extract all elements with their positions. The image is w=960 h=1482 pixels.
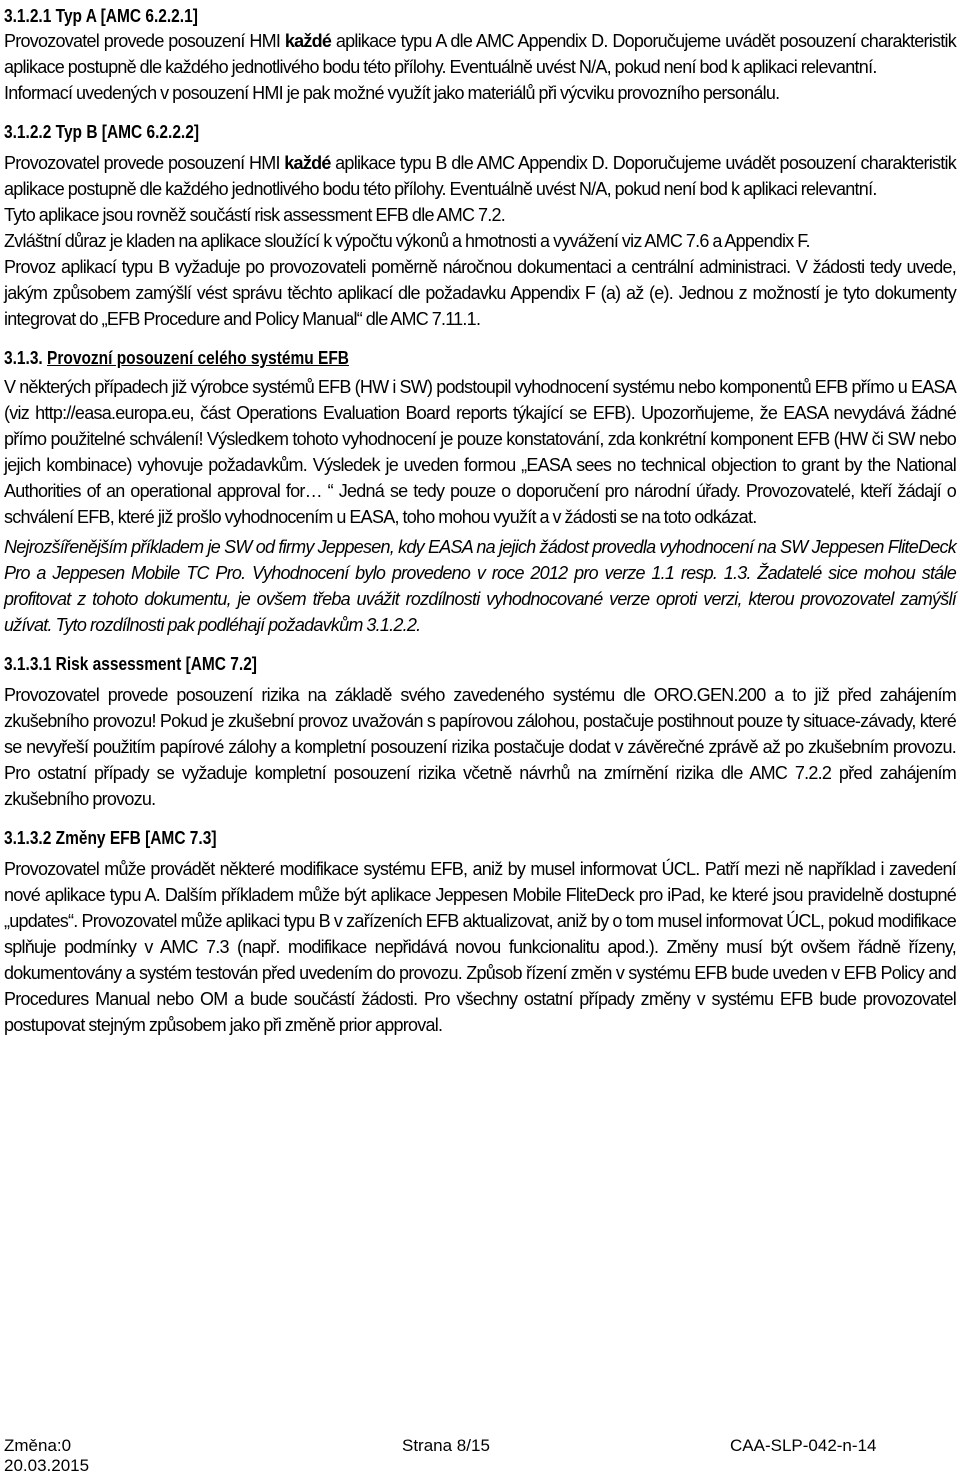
paragraph-text: Provozovatel provede posouzení HMI — [4, 153, 285, 173]
section-typ-b — [4, 120, 956, 332]
footer-page-number: Strana 8/15 — [402, 1436, 490, 1455]
section-heading — [4, 346, 823, 370]
footer-date: 20.03.2015 — [4, 1456, 90, 1475]
paragraph: V některých případech již výrobce systémů EFB (HW i SW) podstoupil vyhodnocení systému nebo komponentů EFB přímo u EASA (viz http://easa.europa.eu, část Operations Evaluation Board reports týkající se EFB). Upozorňujeme, že EASA nevydává žádné přímo použitelné schválení! Výsledkem tohoto vyhodnocení je pouze konstatování, zda konkrétní komponent EFB (HW či SW nebo jejich kombinace) vyhovuje požadavkům. Výsledek je uveden formou „EASA sees no technical objection to grant by the National Authorities of an operational approval for… “ Jedná se tedy pouze o doporučení pro národní úřady. Provozovatelé, kteří žádají o schválení EFB, které již prošlo vyhodnocením u EASA, toho mohou využít a v žádosti se na toto odkázat. — [4, 377, 956, 527]
paragraph: Informací uvedených v posouzení HMI je pak možné využít jako materiálů při výcviku provozního personálu. — [4, 83, 780, 103]
heading-title: Provozní posouzení celého systému EFB — [47, 348, 349, 368]
paragraph-text: Provozovatel provede posouzení HMI — [4, 31, 285, 51]
document-page — [4, 0, 956, 1482]
section-typ-a — [4, 4, 956, 106]
section-provozni-posouzeni — [4, 346, 956, 638]
section-heading: 3.1.2.1 Typ A [AMC 6.2.2.1] — [4, 6, 198, 26]
section-heading: 3.1.2.2 Typ B [AMC 6.2.2.2] — [4, 122, 200, 142]
paragraph-text: aplikace typu A dle AMC Appendix D. Doporučujeme uvádět posouzení charakteristik aplikace postupně dle každého jednotlivého bodu této přílohy. Eventuálně uvést N/A, pokud není bod k aplikaci relevantní. — [4, 31, 956, 77]
paragraph: Provoz aplikací typu B vyžaduje po provozovateli poměrně náročnou dokumentaci a centrální administraci. V žádosti tedy uvede, jakým způsobem zamýšlí vést správu těchto aplikací dle požadavku Appendix F (a) až (e). Jednou z možností je tyto dokumenty integrovat do „EFB Procedure and Policy Manual“ dle AMC 7.11.1. — [4, 257, 956, 329]
section-risk-assessment — [4, 652, 956, 812]
paragraph: Provozovatel může provádět některé modifikace systému EFB, aniž by musel informovat ÚCL. Patří mezi ně například i zavedení nové aplikace typu A. Dalším příkladem může být aplikace Jeppesen Mobile FliteDeck pro iPad, ke které jsou pravidelně dostupné „updates“. Provozovatel může aplikaci typu B v zařízeních EFB aktualizovat, aniž by o tom musel informovat ÚCL, pokud modifikace splňuje podmínky v AMC 7.3 (např. modifikace nepřidává novou funkcionalitu apod.). Změny musí být ovšem řádně řízeny, dokumentovány a systém testován před uvedením do provozu. Způsob řízení změn v systému EFB bude uveden v EFB Policy and Procedures Manual nebo OM a bude součástí žádosti. Pro všechny ostatní případy změny v systému EFB bude provozovatel postupovat stejným způsobem jako při změně prior approval. — [4, 859, 956, 1035]
emphasis-text: každé — [284, 31, 332, 51]
paragraph: Zvláštní důraz je kladen na aplikace sloužící k výpočtu výkonů a hmotnosti a vyvážení viz AMC 7.6 a Appendix F. — [4, 231, 810, 251]
page-footer — [4, 1436, 909, 1482]
footer-change: Změna:0 — [4, 1436, 72, 1455]
section-heading: 3.1.3.1 Risk assessment [AMC 7.2] — [4, 654, 257, 674]
heading-number: 3.1.3. — [4, 348, 48, 368]
footer-doc-id: CAA-SLP-042-n-14 — [730, 1436, 877, 1455]
paragraph: Provozovatel provede posouzení rizika na základě svého zavedeného systému dle ORO.GEN.200 a to již před zahájením zkušebního provozu! Pokud je zkušební provoz uvažován s papírovou zálohou, postačuje postihnout pouze ty situace-závady, které se nevyřeší použitím papírové zálohy a kompletní posouzení rizika postačuje dodat v závěrečné zprávě až po zkušebním provozu. Pro ostatní případy se vyžaduje kompletní posouzení rizika včetně návrhů na zmírnění rizika dle AMC 7.2.2 před zahájením zkušebního provozu. — [4, 685, 956, 809]
paragraph — [4, 150, 956, 202]
paragraph — [4, 28, 956, 80]
section-zmeny-efb — [4, 826, 956, 1038]
paragraph-text: aplikace typu B dle AMC Appendix D. Doporučujeme uvádět posouzení charakteristik aplikace postupně dle každého jednotlivého bodu této přílohy. Eventuálně uvést N/A, pokud není bod k aplikaci relevantní. — [4, 153, 956, 199]
example-paragraph: Nejrozšířenějším příkladem je SW od firmy Jeppesen, kdy EASA na jejich žádost provedla vyhodnocení na SW Jeppesen FliteDeck Pro a Jeppesen Mobile TC Pro. Vyhodnocení bylo provedeno v roce 2012 pro verze 1.1 resp. 1.3. Žadatelé sice mohou stále profitovat z tohoto dokumentu, je ovšem třeba uvážit rozdílnosti vyhodnocované verze oproti verzi, kterou provozovatel zamýšlí užívat. Tyto rozdílnosti pak podléhají požadavkům 3.1.2.2. — [4, 537, 956, 635]
section-heading: 3.1.3.2 Změny EFB [AMC 7.3] — [4, 828, 217, 848]
emphasis-text: každé — [284, 153, 331, 173]
footer-change-block — [4, 1436, 89, 1476]
paragraph: Tyto aplikace jsou rovněž součástí risk assessment EFB dle AMC 7.2. — [4, 205, 505, 225]
